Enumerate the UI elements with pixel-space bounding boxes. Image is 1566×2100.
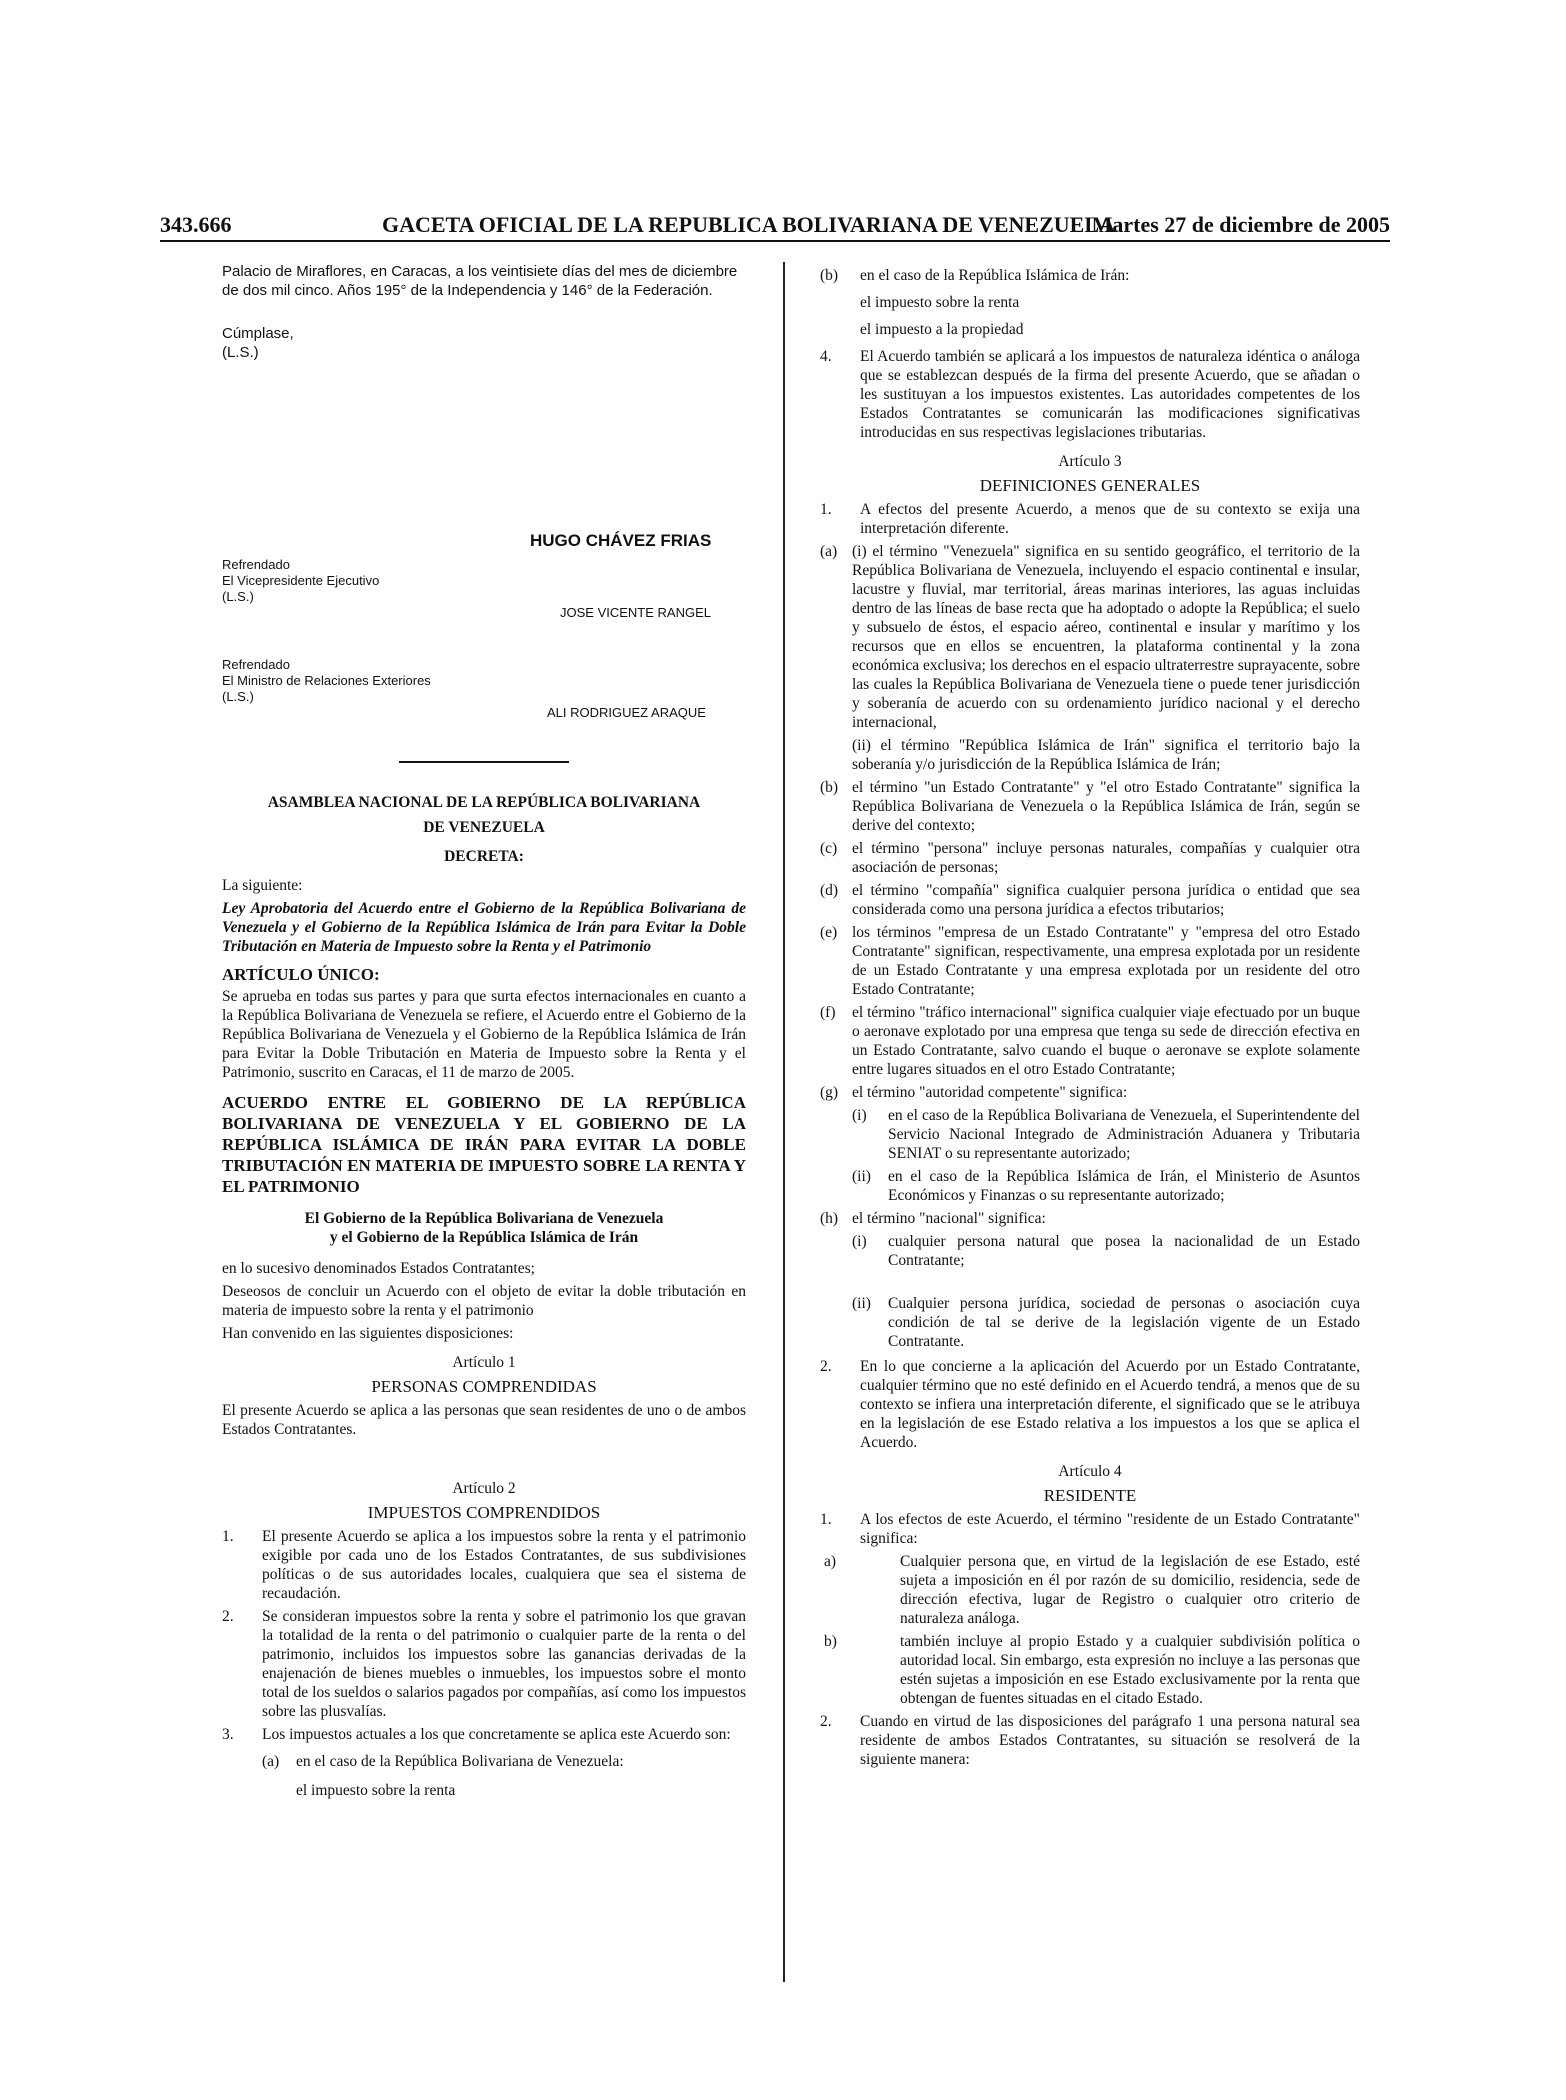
definition-d bbox=[820, 881, 1360, 919]
article-3-label: Artículo 3 bbox=[1058, 453, 1122, 470]
item-letter: (e) bbox=[820, 924, 838, 941]
item-text: Los impuestos actuales a los que concretamente se aplica este Acuerdo son: bbox=[262, 1726, 731, 1743]
item-text: A efectos del presente Acuerdo, a menos que de su contexto se exija una interpretación diferente. bbox=[860, 501, 1360, 537]
item-text: el término "nacional" significa: bbox=[852, 1210, 1046, 1227]
item-letter: (f) bbox=[820, 1004, 836, 1021]
item-text: A los efectos de este Acuerdo, el término "residente de un Estado Contratante" significa: bbox=[860, 1511, 1360, 1547]
cumplase: Cúmplase, bbox=[222, 325, 294, 342]
definition-h bbox=[820, 1209, 1360, 1228]
item-roman: (ii) bbox=[852, 1168, 871, 1185]
item-letter: (b) bbox=[820, 267, 839, 284]
article-2-item-4 bbox=[820, 347, 1360, 442]
article-2-title: IMPUESTOS COMPRENDIDOS bbox=[367, 1503, 601, 1522]
item-roman: (i) bbox=[852, 1233, 867, 1250]
item-number: 1. bbox=[820, 1511, 832, 1528]
decreta-heading: DECRETA: bbox=[444, 848, 524, 865]
ls-seal-1: (L.S.) bbox=[222, 344, 259, 361]
header-rule bbox=[160, 240, 1390, 242]
article-2-label: Artículo 2 bbox=[452, 1480, 516, 1497]
item-number: 2. bbox=[222, 1608, 234, 1625]
item-letter: (c) bbox=[820, 840, 838, 857]
definition-c bbox=[820, 839, 1360, 877]
president-signature: HUGO CHÁVEZ FRIAS bbox=[530, 531, 712, 550]
article-4-label: Artículo 4 bbox=[1058, 1463, 1122, 1480]
item-number: 2. bbox=[820, 1713, 832, 1730]
item-text: el término "autoridad competente" significa: bbox=[852, 1084, 1128, 1101]
item-text: Se consideran impuestos sobre la renta y sobre el patrimonio los que gravan la totalidad de la renta o del patrimonio o cualquier parte de la renta o del patrimonio, incluidos los impuestos sobre las ganancias derivadas de la enajenación de bienes muebles o inmuebles, los impuestos sobre el monto total de los sueldos o salarios pagados por compañías, así como los impuestos sobre las plusvalías. bbox=[262, 1608, 746, 1720]
ref1-name: JOSE VICENTE RANGEL bbox=[560, 605, 711, 620]
definition-h-i bbox=[852, 1232, 1360, 1270]
item-text: los términos "empresa de un Estado Contratante" y "empresa del otro Estado Contratante" significan, respectivamente, una empresa explotada por un residente de un Estado Contratante y una empresa explotada por un residente del otro Estado Contratante; bbox=[852, 924, 1360, 998]
page-number: 343.666 bbox=[160, 212, 232, 237]
iran-taxes-heading bbox=[820, 266, 1360, 285]
ref2-role: El Ministro de Relaciones Exteriores bbox=[222, 673, 431, 688]
article-4-title: RESIDENTE bbox=[1043, 1486, 1137, 1505]
article-2-item-1 bbox=[222, 1527, 746, 1603]
item-letter: (d) bbox=[820, 882, 839, 899]
iran-tax-2: el impuesto a la propiedad bbox=[860, 321, 1024, 338]
definition-a-i: (i) el término "Venezuela" significa en su sentido geográfico, el territorio de la República Bolivariana de Venezuela, incluyendo el espacio continental e insular, lacustre y fluvial, mar territorial, áreas marinas interiores, las aguas incluidas dentro de las líneas de base recta que ha adoptado o adopte la República; el suelo y subsuelo de éstos, el espacio aéreo, continental e insular y marítimo y los recursos que en ellos se encuentren, la plataforma continental y la zona económica exclusiva; los derechos en el espacio ultraterrestre suprayacente, sobre las cuales la República Bolivariana de Venezuela tiene o puede tener jurisdicción y soberanía de acuerdo con su ordenamiento jurídico nacional y el derecho internacional, bbox=[852, 543, 1360, 731]
item-number: 1. bbox=[222, 1528, 234, 1545]
item-text: Cualquier persona que, en virtud de la legislación de ese Estado, esté sujeta a imposición en él por razón de su domicilio, residencia, sede de dirección efectiva, lugar de Registro o cualquier otro criterio de naturaleza análoga. bbox=[900, 1553, 1360, 1627]
definition-b bbox=[820, 778, 1360, 835]
item-number: 3. bbox=[222, 1726, 234, 1743]
item-text: El presente Acuerdo se aplica a los impuestos sobre la renta y el patrimonio exigible por cada uno de los Estados Contratantes, de sus subdivisiones políticas o de sus autoridades locales, cualquiera que sea el sistema de recaudación. bbox=[262, 1528, 746, 1602]
definition-a-ii: (ii) el término "República Islámica de Irán" significa el territorio bajo la soberanía y/o jurisdicción de la República Islámica de Irán; bbox=[852, 737, 1360, 773]
item-roman: (ii) bbox=[852, 1295, 871, 1312]
item-letter: (h) bbox=[820, 1210, 839, 1227]
sucesivo-text: en lo sucesivo denominados Estados Contratantes; bbox=[222, 1260, 535, 1277]
definition-g-ii bbox=[852, 1167, 1360, 1205]
item-text: el término "persona" incluye personas naturales, compañías y cualquier otra asociación de personas; bbox=[852, 840, 1360, 876]
article-1-title: PERSONAS COMPRENDIDAS bbox=[371, 1377, 597, 1396]
article-3-title: DEFINICIONES GENERALES bbox=[979, 476, 1201, 495]
assembly-line-2: DE VENEZUELA bbox=[423, 819, 545, 836]
item-text: el término "un Estado Contratante" y "el otro Estado Contratante" significa la República Bolivariana de Venezuela o la República Islámica de Irán, según se derive del contexto; bbox=[852, 779, 1360, 834]
publication-date: Martes 27 de diciembre de 2005 bbox=[1091, 212, 1390, 237]
article-4-item-a bbox=[824, 1552, 1360, 1628]
right-column bbox=[820, 262, 1360, 1769]
iran-tax-1: el impuesto sobre la renta bbox=[860, 294, 1020, 311]
item-letter: b) bbox=[824, 1633, 837, 1650]
deseosos-text: Deseosos de concluir un Acuerdo con el objeto de evitar la doble tributación en materia de impuesto sobre la renta y el patrimonio bbox=[222, 1283, 746, 1319]
acuerdo-title: ACUERDO ENTRE EL GOBIERNO DE LA REPÚBLICA BOLIVARIANA DE VENEZUELA Y EL GOBIERNO DE LA REPÚBLICA ISLÁMICA DE IRÁN PARA EVITAR LA DOBLE TRIBUTACIÓN EN MATERIA DE IMPUESTO SOBRE LA RENTA Y EL PATRIMONIO bbox=[222, 1093, 746, 1196]
ref2-name: ALI RODRIGUEZ ARAQUE bbox=[547, 705, 706, 720]
article-4-item-b bbox=[824, 1632, 1360, 1708]
definition-g bbox=[820, 1083, 1360, 1102]
article-1-text: El presente Acuerdo se aplica a las personas que sean residentes de uno o de ambos Estados Contratantes. bbox=[222, 1402, 746, 1438]
item-text: en el caso de la República Islámica de Irán: bbox=[860, 267, 1130, 284]
item-text: cualquier persona natural que posea la nacionalidad de un Estado Contratante; bbox=[888, 1233, 1360, 1269]
definition-g-i bbox=[852, 1106, 1360, 1163]
definition-f bbox=[820, 1003, 1360, 1079]
gobiernos-line-2: y el Gobierno de la República Islámica de Irán bbox=[329, 1229, 639, 1246]
article-2-item-3 bbox=[222, 1725, 746, 1744]
item-letter: (g) bbox=[820, 1084, 839, 1101]
item-text: Cualquier persona jurídica, sociedad de personas o asociación cuya condición de tal se derive de la legislación vigente de un Estado Contratante. bbox=[888, 1295, 1360, 1350]
ref1-ls: (L.S.) bbox=[222, 589, 254, 604]
refrendado-1: Refrendado bbox=[222, 557, 290, 572]
item-text: también incluye al propio Estado y a cualquier subdivisión política o autoridad local. Sin embargo, esta expresión no incluye a las personas que estén sujetas a imposición en ese Estado exclusivamente por la renta que obtengan de fuentes situadas en el citado Estado. bbox=[900, 1633, 1360, 1707]
ley-title: Ley Aprobatoria del Acuerdo entre el Gobierno de la República Bolivariana de Venezuela y el Gobierno de la República Islámica de Irán para Evitar la Doble Tributación en Materia de Impuesto sobre la Renta y el Patrimonio bbox=[222, 900, 746, 955]
refrendado-2: Refrendado bbox=[222, 657, 290, 672]
publication-title: GACETA OFICIAL DE LA REPUBLICA BOLIVARIANA DE VENEZUELA bbox=[382, 212, 1115, 237]
palace-paragraph: Palacio de Miraflores, en Caracas, a los veintisiete días del mes de diciembre de dos mil cinco. Años 195° de la Independencia y 146° de la Federación. bbox=[222, 263, 738, 299]
gobiernos-line-1: El Gobierno de la República Bolivariana de Venezuela bbox=[304, 1210, 664, 1227]
page-header bbox=[160, 212, 1390, 242]
left-column bbox=[222, 262, 746, 1800]
item-letter: a) bbox=[824, 1553, 837, 1570]
item-roman: (i) bbox=[852, 1107, 867, 1124]
item-text: en el caso de la República Bolivariana de Venezuela, el Superintendente del Servicio Nacional Integrado de Administración Aduanera y Tributaria SENIAT o su representante autorizado; bbox=[888, 1107, 1360, 1162]
item-letter: (b) bbox=[820, 779, 839, 796]
item-letter: (a) bbox=[820, 543, 838, 560]
article-4-item-1 bbox=[820, 1510, 1360, 1548]
assembly-line-1: ASAMBLEA NACIONAL DE LA REPÚBLICA BOLIVARIANA bbox=[267, 794, 701, 811]
item-number: 4. bbox=[820, 348, 832, 365]
ref1-role: El Vicepresidente Ejecutivo bbox=[222, 573, 380, 588]
item-number: 2. bbox=[820, 1358, 832, 1375]
item-text: Cuando en virtud de las disposiciones del parágrafo 1 una persona natural sea residente de ambos Estados Contratantes, su situación se resolverá de la siguiente manera: bbox=[860, 1713, 1360, 1768]
article-1-label: Artículo 1 bbox=[452, 1354, 516, 1371]
item-number: 1. bbox=[820, 501, 832, 518]
definition-a bbox=[820, 542, 1360, 732]
definition-h-ii bbox=[852, 1294, 1360, 1351]
la-siguiente: La siguiente: bbox=[222, 877, 303, 894]
venezuela-tax: el impuesto sobre la renta bbox=[296, 1782, 456, 1799]
item-text: en el caso de la República Bolivariana de Venezuela: bbox=[296, 1753, 624, 1770]
item-text: El Acuerdo también se aplicará a los impuestos de naturaleza idéntica o análoga que se establezcan después de la firma del presente Acuerdo, que se añadan o les sustituyan a los impuestos existentes. Las autoridades competentes de los Estados Contratantes se comunicarán las modificaciones significativas introducidas en sus respectivas legislaciones tributarias. bbox=[860, 348, 1360, 441]
article-2-item-2 bbox=[222, 1607, 746, 1721]
section-divider bbox=[399, 761, 569, 763]
article-2-item-3a bbox=[222, 1752, 746, 1771]
item-text: el término "tráfico internacional" significa cualquier viaje efectuado por un buque o aeronave explotado por una empresa que tenga su sede de dirección efectiva en un Estado Contratante, salvo cuando el buque o aeronave se explote solamente entre lugares situados en el otro Estado Contratante; bbox=[852, 1004, 1360, 1078]
articulo-unico-text: Se aprueba en todas sus partes y para que surta efectos internacionales en cuanto a la República Bolivariana de Venezuela se refiere, el Acuerdo entre el Gobierno de la República Bolivariana de Venezuela y el Gobierno de la República Islámica de Irán para Evitar la Doble Tributación en Materia de Impuesto sobre la Renta y el Patrimonio, suscrito en Caracas, el 11 de marzo de 2005. bbox=[222, 988, 746, 1081]
item-letter: (a) bbox=[262, 1753, 280, 1770]
definition-e bbox=[820, 923, 1360, 999]
convenido-text: Han convenido en las siguientes disposiciones: bbox=[222, 1325, 514, 1342]
article-4-item-2 bbox=[820, 1712, 1360, 1769]
item-text: en el caso de la República Islámica de Irán, el Ministerio de Asuntos Económicos y Finanzas o su representante autorizado; bbox=[888, 1168, 1360, 1204]
ref2-ls: (L.S.) bbox=[222, 689, 254, 704]
item-text: En lo que concierne a la aplicación del Acuerdo por un Estado Contratante, cualquier término que no esté definido en el Acuerdo tendrá, a menos que de su contexto se infiera una interpretación diferente, el significado que se le atribuya en la legislación de ese Estado relativa a los impuestos a los que se aplica el Acuerdo. bbox=[860, 1358, 1360, 1451]
column-divider bbox=[783, 262, 785, 1982]
article-3-item-2 bbox=[820, 1357, 1360, 1452]
articulo-unico-heading: ARTÍCULO ÚNICO: bbox=[222, 965, 380, 984]
article-3-item-1 bbox=[820, 500, 1360, 538]
item-text: el término "compañía" significa cualquier persona jurídica o entidad que sea considerada como una persona jurídica a efectos tributarios; bbox=[852, 882, 1360, 918]
